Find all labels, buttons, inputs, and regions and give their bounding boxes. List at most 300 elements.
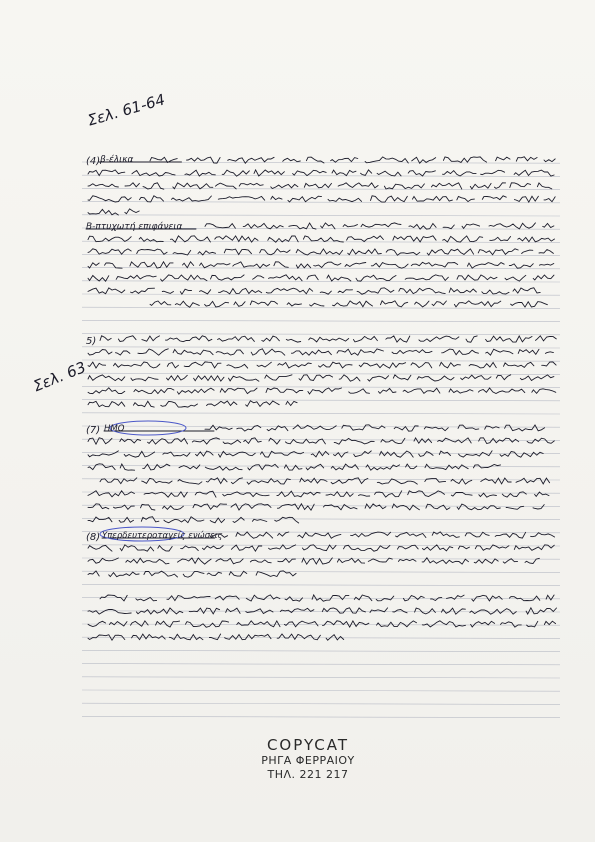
handwritten-word xyxy=(274,262,288,268)
handwritten-word xyxy=(399,288,445,293)
handwritten-word xyxy=(527,621,538,627)
handwritten-word xyxy=(133,401,154,407)
handwritten-word xyxy=(357,288,394,294)
handwritten-word xyxy=(285,597,303,601)
handwritten-word xyxy=(333,301,373,307)
handwritten-word xyxy=(356,275,396,281)
handwritten-word xyxy=(118,336,136,342)
handwritten-word xyxy=(377,621,417,627)
handwritten-word xyxy=(88,362,106,368)
handwritten-word xyxy=(200,290,211,294)
handwritten-word xyxy=(417,376,454,381)
handwritten-word xyxy=(457,504,500,510)
handwritten-word xyxy=(137,249,167,254)
handwritten-word xyxy=(88,184,118,187)
handwritten-word xyxy=(88,209,118,215)
handwritten-word xyxy=(485,426,499,429)
handwritten-word xyxy=(408,491,445,497)
handwritten-word xyxy=(516,478,550,484)
handwritten-word xyxy=(88,609,131,614)
handwritten-word xyxy=(412,157,436,163)
handwritten-word xyxy=(244,438,262,444)
handwritten-word xyxy=(384,184,424,189)
handwritten-word xyxy=(180,289,191,294)
handwritten-word xyxy=(371,196,408,202)
handwritten-word xyxy=(471,621,495,627)
handwritten-word xyxy=(296,264,310,268)
handwritten-word xyxy=(88,558,118,563)
handwritten-word xyxy=(226,608,240,613)
handwritten-word xyxy=(440,362,461,368)
handwritten-word xyxy=(277,634,320,640)
handwritten-word xyxy=(311,451,329,457)
handwritten-word xyxy=(88,504,109,509)
handwritten-word xyxy=(194,376,224,381)
handwritten-word xyxy=(457,197,475,202)
handwritten-word xyxy=(202,546,223,550)
handwritten-word xyxy=(415,301,429,307)
handwritten-word xyxy=(164,517,204,523)
handwritten-word xyxy=(260,249,290,255)
handwritten-word xyxy=(298,533,341,539)
handwritten-word xyxy=(88,545,112,551)
handwritten-word xyxy=(531,533,555,537)
handwritten-word xyxy=(339,375,360,381)
handwritten-word xyxy=(386,250,420,256)
handwritten-word xyxy=(306,157,324,163)
handwritten-word xyxy=(206,478,227,484)
handwritten-word xyxy=(131,288,155,293)
handwritten-word xyxy=(114,505,135,509)
handwritten-word xyxy=(284,621,318,627)
handwritten-word xyxy=(169,634,203,639)
handwritten-word xyxy=(173,250,191,255)
handwritten-word xyxy=(215,183,236,189)
handwritten-word xyxy=(287,303,301,306)
handwritten-word xyxy=(293,425,336,430)
handwritten-word xyxy=(474,559,498,564)
handwritten-word xyxy=(537,183,551,189)
handwritten-word xyxy=(283,158,301,161)
handwritten-word xyxy=(192,438,219,444)
handwritten-word xyxy=(470,183,491,189)
handwritten-word xyxy=(275,517,299,523)
margin-page-ref: Σελ. 61-64 xyxy=(85,90,167,130)
handwritten-word xyxy=(179,465,200,469)
handwritten-word xyxy=(539,264,553,266)
handwritten-word xyxy=(144,571,178,577)
handwritten-word xyxy=(306,464,324,470)
handwritten-word xyxy=(403,388,440,393)
handwritten-word xyxy=(411,363,432,368)
handwritten-word xyxy=(511,302,548,308)
handwritten-word xyxy=(88,438,112,444)
handwritten-word xyxy=(224,249,251,254)
handwritten-word xyxy=(120,464,134,470)
handwritten-word xyxy=(130,262,173,268)
handwritten-word xyxy=(266,388,303,393)
handwritten-word xyxy=(239,183,263,186)
handwritten-word xyxy=(337,349,383,355)
ruled-line xyxy=(82,360,560,361)
handwritten-word xyxy=(271,184,298,188)
handwritten-word xyxy=(478,388,524,394)
handwritten-word xyxy=(443,157,486,163)
handwritten-word xyxy=(349,389,370,394)
handwritten-word xyxy=(134,388,174,393)
handwritten-word xyxy=(138,349,168,355)
handwritten-word xyxy=(88,388,125,394)
handwritten-word xyxy=(514,196,538,202)
handwritten-word xyxy=(269,275,303,281)
handwritten-word xyxy=(303,236,343,242)
ruled-line xyxy=(82,254,560,255)
handwritten-word xyxy=(470,609,516,615)
handwritten-word xyxy=(220,388,257,394)
ruled-line xyxy=(82,703,560,704)
handwritten-word xyxy=(522,250,533,253)
handwritten-word xyxy=(319,362,353,368)
handwritten-word xyxy=(88,451,118,457)
stamp-phone: ΤΗΛ. 221 217 xyxy=(267,768,349,781)
handwritten-word xyxy=(143,464,170,470)
handwritten-word xyxy=(288,196,322,202)
handwritten-word xyxy=(266,288,312,294)
handwritten-word xyxy=(120,545,154,551)
handwritten-word xyxy=(527,438,554,443)
handwritten-word xyxy=(322,608,365,613)
paragraph-number: (7) xyxy=(86,425,101,436)
handwritten-word xyxy=(486,349,513,355)
handwritten-word xyxy=(88,170,125,176)
handwritten-word xyxy=(443,225,454,229)
ruled-line xyxy=(82,373,560,374)
handwritten-word xyxy=(326,635,344,641)
handwritten-word xyxy=(545,352,553,354)
handwritten-word xyxy=(375,491,402,497)
ruled-line xyxy=(82,320,560,321)
handwritten-word xyxy=(361,170,372,175)
handwritten-word xyxy=(233,517,244,522)
handwritten-word xyxy=(178,558,212,564)
handwritten-word xyxy=(449,389,473,393)
handwritten-word xyxy=(365,157,408,163)
handwritten-word xyxy=(419,452,433,457)
handwritten-word xyxy=(424,427,448,431)
handwritten-word xyxy=(496,375,510,380)
handwritten-word xyxy=(246,401,280,407)
handwritten-word xyxy=(161,401,198,407)
handwritten-word xyxy=(543,224,554,228)
handwritten-word xyxy=(218,336,255,341)
handwritten-word xyxy=(500,452,543,458)
handwritten-word xyxy=(342,425,385,430)
handwritten-word xyxy=(278,559,296,563)
handwritten-word xyxy=(116,351,130,355)
handwritten-word xyxy=(425,478,446,482)
handwritten-word xyxy=(158,546,172,551)
ruled-line xyxy=(82,677,560,678)
handwritten-word xyxy=(334,438,374,444)
handwritten-word xyxy=(343,225,357,227)
ruled-line xyxy=(82,664,560,665)
handwritten-word xyxy=(361,223,401,227)
handwritten-word xyxy=(509,264,533,269)
handwritten-word xyxy=(332,170,356,176)
handwritten-word xyxy=(200,263,230,268)
handwritten-word xyxy=(535,492,549,496)
handwritten-word xyxy=(175,301,199,307)
handwritten-word xyxy=(209,634,220,640)
handwritten-word xyxy=(431,183,461,189)
handwritten-word xyxy=(177,388,214,394)
handwritten-word xyxy=(441,608,465,614)
handwritten-word xyxy=(323,505,357,510)
handwritten-word xyxy=(392,350,432,354)
handwritten-word xyxy=(409,224,436,230)
handwritten-word xyxy=(320,291,331,294)
handwritten-word xyxy=(392,504,419,510)
handwritten-word xyxy=(229,571,247,576)
handwritten-word xyxy=(260,451,303,457)
handwritten-word xyxy=(359,495,370,497)
ruled-line xyxy=(82,413,560,414)
handwritten-word xyxy=(405,275,448,281)
handwritten-word xyxy=(125,183,139,187)
handwritten-word xyxy=(458,546,469,549)
handwritten-word xyxy=(265,375,292,380)
handwritten-word xyxy=(231,545,261,551)
handwritten-word xyxy=(236,532,273,538)
handwritten-word xyxy=(359,363,405,368)
handwritten-word xyxy=(462,224,480,228)
handwritten-word xyxy=(314,262,341,267)
handwritten-word xyxy=(88,401,125,406)
ruled-line xyxy=(82,175,560,176)
handwritten-word xyxy=(354,595,372,601)
ruled-line xyxy=(82,650,560,651)
handwritten-word xyxy=(162,291,173,293)
handwritten-word xyxy=(198,251,216,255)
handwritten-word xyxy=(300,478,327,483)
handwritten-word xyxy=(443,171,477,176)
handwritten-word xyxy=(366,465,400,470)
handwritten-word xyxy=(520,375,554,381)
handwritten-word xyxy=(205,425,232,430)
handwritten-word xyxy=(116,275,156,279)
handwritten-word xyxy=(88,571,99,576)
handwritten-word xyxy=(381,301,408,307)
handwritten-word xyxy=(88,517,112,522)
handwritten-word xyxy=(257,362,271,367)
handwritten-word xyxy=(207,572,221,575)
handwritten-word xyxy=(173,350,213,355)
handwritten-word xyxy=(150,301,171,305)
handwritten-word xyxy=(380,451,414,457)
handwritten-word xyxy=(478,249,518,255)
handwritten-word xyxy=(163,506,184,510)
handwritten-word xyxy=(234,302,245,307)
handwritten-word xyxy=(533,275,554,280)
handwritten-word xyxy=(348,249,382,255)
handwritten-word xyxy=(505,275,526,281)
handwritten-word xyxy=(250,301,277,306)
ruled-line xyxy=(82,202,560,203)
handwritten-word xyxy=(140,196,164,202)
handwritten-word xyxy=(243,223,283,228)
handwritten-word xyxy=(331,478,368,484)
handwritten-word xyxy=(125,209,139,214)
handwritten-word xyxy=(286,339,300,342)
handwritten-word xyxy=(293,170,327,175)
handwritten-word xyxy=(205,466,242,470)
ruled-line xyxy=(82,294,560,295)
ruled-line xyxy=(82,268,560,269)
handwritten-word xyxy=(539,250,553,254)
handwritten-word xyxy=(386,336,410,342)
handwritten-word xyxy=(331,158,358,163)
handwritten-word xyxy=(533,505,544,509)
handwritten-word xyxy=(347,236,384,242)
handwritten-word xyxy=(454,301,500,307)
handwritten-word xyxy=(432,301,446,306)
handwritten-word xyxy=(211,275,245,280)
handwritten-word xyxy=(510,183,531,188)
handwritten-word xyxy=(166,336,212,342)
handwritten-word xyxy=(251,349,285,355)
handwritten-word xyxy=(88,350,112,356)
ruled-line xyxy=(82,505,560,506)
handwritten-word xyxy=(466,336,477,342)
handwritten-word xyxy=(489,223,535,229)
underlined-term: β-έλικα xyxy=(100,155,134,165)
handwritten-word xyxy=(449,288,476,293)
ruled-line xyxy=(82,584,560,585)
handwritten-word xyxy=(299,375,333,381)
handwritten-word xyxy=(132,634,166,640)
handwritten-word xyxy=(88,464,115,470)
handwritten-word xyxy=(502,492,526,497)
handwritten-word xyxy=(88,375,125,381)
handwritten-word xyxy=(205,224,235,229)
handwritten-word xyxy=(231,504,271,510)
ruled-line xyxy=(82,545,560,546)
handwritten-word xyxy=(307,275,318,280)
handwritten-word xyxy=(131,621,149,626)
handwritten-word xyxy=(286,401,297,405)
handwritten-word xyxy=(467,263,504,269)
handwritten-word xyxy=(289,223,316,229)
handwritten-word xyxy=(544,621,555,624)
handwritten-word xyxy=(88,491,134,497)
handwritten-word xyxy=(344,545,390,551)
handwritten-word xyxy=(141,517,159,522)
handwritten-word xyxy=(408,171,435,176)
ruled-line xyxy=(82,307,560,308)
handwritten-word xyxy=(398,559,416,561)
handwritten-word xyxy=(161,275,207,281)
handwritten-word xyxy=(328,198,362,202)
handwritten-word xyxy=(393,610,407,613)
handwritten-word xyxy=(506,506,524,509)
margin-page-ref: Σελ. 63 xyxy=(30,358,89,396)
handwritten-word xyxy=(415,608,436,614)
handwritten-word xyxy=(422,621,465,627)
handwritten-word xyxy=(482,196,506,200)
handwritten-word xyxy=(393,236,436,242)
handwritten-word xyxy=(461,375,491,379)
handwritten-word xyxy=(185,170,215,176)
ruled-line xyxy=(82,241,560,242)
handwritten-word xyxy=(183,572,204,578)
handwritten-word xyxy=(327,275,351,281)
handwritten-word xyxy=(254,170,284,176)
handwritten-word xyxy=(271,196,282,199)
handwritten-word xyxy=(269,438,280,444)
handwritten-word xyxy=(354,451,372,457)
handwritten-word xyxy=(144,492,187,497)
handwritten-word xyxy=(536,336,557,341)
handwritten-word xyxy=(505,425,545,431)
handwritten-word xyxy=(248,464,278,470)
ruled-line xyxy=(82,571,560,572)
handwritten-word xyxy=(227,364,248,368)
handwritten-word xyxy=(233,262,270,268)
handwritten-word xyxy=(119,517,133,522)
handwritten-word xyxy=(308,388,342,394)
handwritten-word xyxy=(167,363,178,368)
handwritten-word xyxy=(479,438,519,444)
handwritten-word xyxy=(544,197,555,202)
handwritten-word xyxy=(216,350,243,355)
ruled-line xyxy=(82,215,560,216)
handwritten-word xyxy=(215,236,258,242)
handwritten-word xyxy=(459,451,493,457)
handwritten-word xyxy=(546,595,554,600)
handwritten-word xyxy=(218,196,264,200)
underlined-term: Β-πτυχωτή επιφάνεια xyxy=(86,222,183,232)
ruled-line xyxy=(82,690,560,691)
handwritten-word xyxy=(377,171,401,176)
handwritten-word xyxy=(114,362,160,368)
underlined-term: Υπερδευτεροταγείς ενώσεις xyxy=(102,531,223,541)
handwritten-word xyxy=(278,363,312,369)
handwritten-word xyxy=(280,608,314,612)
handwritten-word xyxy=(518,237,555,242)
handwritten-word xyxy=(268,236,298,242)
handwritten-word xyxy=(427,249,473,255)
handwritten-word xyxy=(304,183,331,187)
handwritten-word xyxy=(513,288,540,293)
handwritten-word xyxy=(171,196,211,201)
handwritten-word xyxy=(351,532,391,537)
handwritten-word xyxy=(518,349,539,354)
handwritten-word xyxy=(442,349,479,355)
underlined-term: ΗΜΟ xyxy=(104,424,125,434)
handwritten-word xyxy=(443,236,483,242)
ruled-line xyxy=(82,558,560,559)
handwritten-word xyxy=(193,504,227,510)
handwritten-word xyxy=(473,465,500,468)
handwritten-word xyxy=(88,276,109,282)
handwritten-word xyxy=(504,362,534,367)
handwritten-word xyxy=(310,303,324,306)
handwritten-word xyxy=(178,480,202,485)
handwritten-word xyxy=(365,504,386,509)
handwritten-word xyxy=(277,504,314,510)
handwritten-word xyxy=(495,532,525,538)
handwritten-word xyxy=(371,263,408,269)
